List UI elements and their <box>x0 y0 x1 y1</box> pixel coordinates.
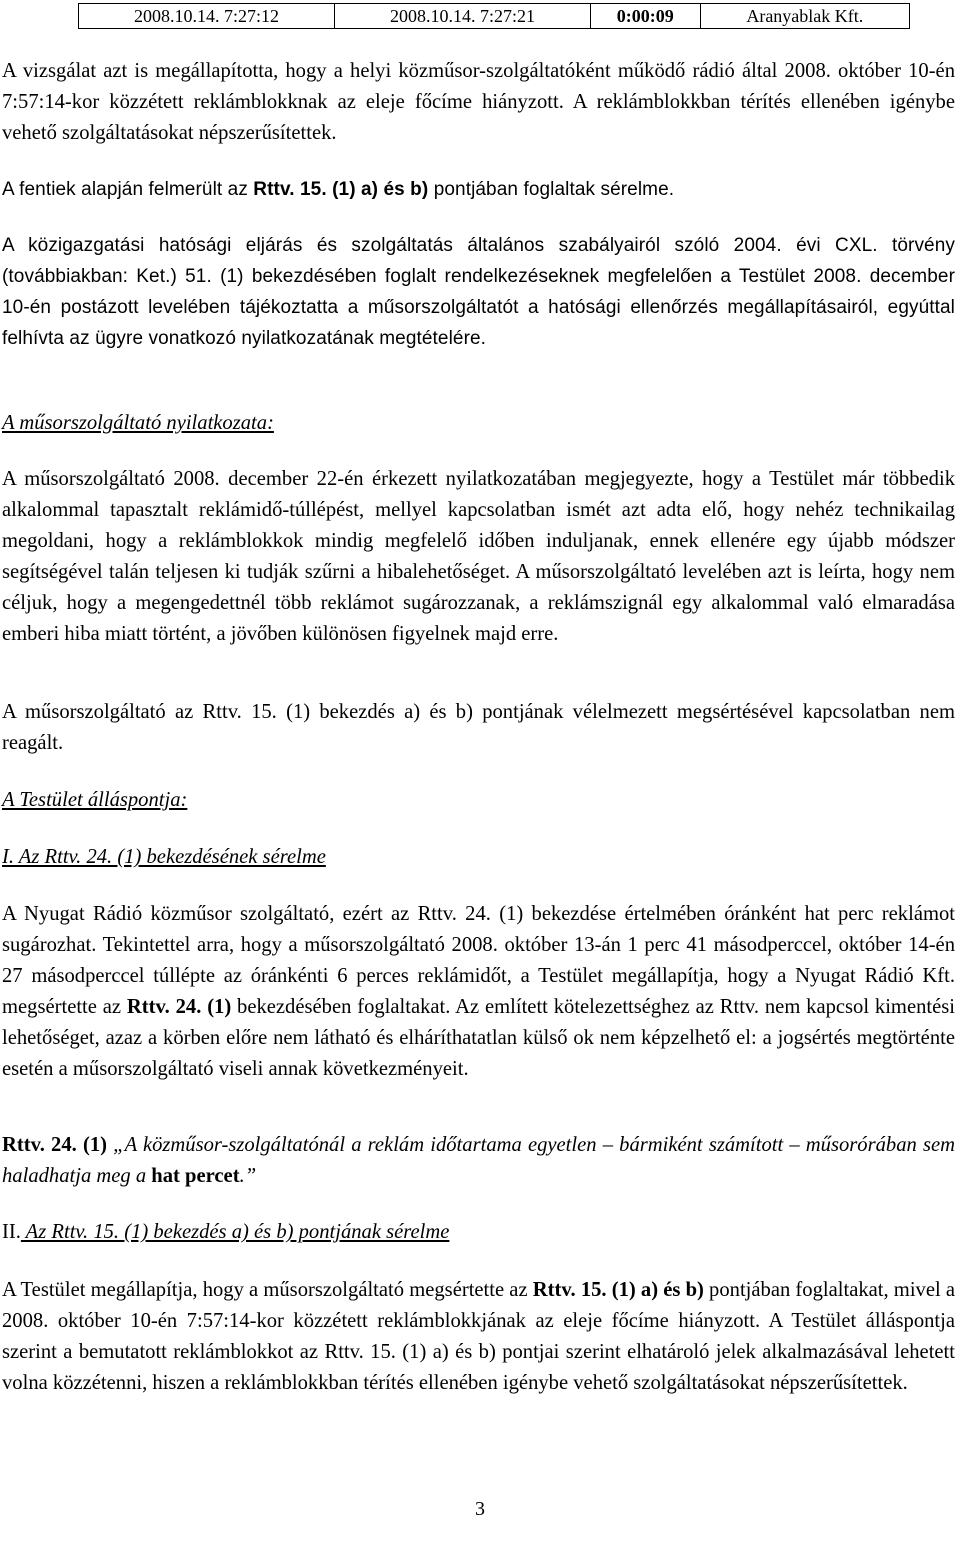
section-two-number: II. <box>2 1221 21 1243</box>
paragraph-broadcaster-statement: A műsorszolgáltató 2008. december 22-én érkezett nyilatkozatában megjegyezte, hogy a Testület már többedik alkalommal tapasztalt reklámidő-túllépést, mellyel kapcsolatban ismét azt adta elő, hogy nehéz technikailag megoldani, hogy a reklámblokkok mindig megfelelő időben induljanak, ennek ellenére egy újabb módszer segítségével talán teljesen ki tudják szűrni a hibalehetőséget. A műsorszolgáltató levelében azt is leírta, hogy nem céljuk, hogy a megengedettnél több reklámot sugározzanak, a reklámszignál egy alkalommal való elmaradása emberi hiba miatt történt, a jövőben különösen figyelnek majd erre. <box>2 468 955 645</box>
paragraph-procedure: A közigazgatási hatósági eljárás és szolgáltatás általános szabályairól szóló 2004. évi CXL. törvény (továbbiakban: Ket.) 51. (1) bekezdésében foglalt rendelkezéseknek megfelelően a Testület 2008. december 10-én postázott levelében tájékoztatta a műsorszolgáltatót a hatósági ellenőrzés megállapításairól, egyúttal felhívta az ügyre vonatkozó nyilatkozatának megtételére. <box>2 235 955 349</box>
paragraph-law-quote <box>2 1130 955 1192</box>
quote-text: „A közműsor-szolgáltatónál a reklám időtartama egyetlen – bármiként számított – műsorórában sem haladhatja meg a <box>2 1134 955 1187</box>
section-one-law-ref: Rttv. 24. (1) <box>126 996 232 1018</box>
quote-law-ref: Rttv. 24. (1) <box>2 1134 107 1156</box>
violation-points: (1) a) és b) <box>332 179 429 200</box>
section-one-text-c: bekezdésében foglaltakat. Az említett kötelezettséghez az Rttv. nem kapcsol kimentési lehetőséget, azaz a körben előre nem látható és elháríthatatlan külső ok nem képzelhető el: a jogsértés megtörténte esetén a műsorszolgáltató viseli annak következményeit. <box>2 996 955 1080</box>
violation-text-a: A fentiek alapján felmerült az <box>2 179 254 200</box>
violation-law-ref: Rttv. 15. <box>253 179 327 200</box>
header-end-time: 2008.10.14. 7:27:21 <box>334 4 590 29</box>
section-two-text-a: A Testület megállapítja, hogy a műsorszolgáltató megsértette az <box>2 1279 533 1301</box>
quote-emphasis: hat percet <box>151 1165 240 1187</box>
header-table <box>78 3 910 29</box>
paragraph-no-response: A műsorszolgáltató az Rttv. 15. (1) bekezdés a) és b) pontjának vélelmezett megsértésével kapcsolatban nem reagált. <box>2 701 955 754</box>
page-number: 3 <box>475 1498 485 1520</box>
header-broadcaster: Aranyablak Kft. <box>700 4 909 29</box>
header-start-time: 2008.10.14. 7:27:12 <box>79 4 335 29</box>
section-two-text-c: pontjában foglaltakat, mivel a 2008. október 10-én 7:57:14-kor közzétett reklámblokkjának az eleje főcíme hiányzott. A Testület álláspontja szerint a bemutatott reklámblokkot az Rttv. 15. (1) a) és b) pontjai szerint elhatároló jelek alkalmazásával lehetett volna közzétenni, hiszen a reklámblokkban térítés ellenében igénybe vehető szolgáltatásokat népszerűsítettek. <box>2 1279 956 1394</box>
heading-council-position: A Testület álláspontja: <box>2 789 188 811</box>
paragraph-findings: A vizsgálat azt is megállapította, hogy a helyi közműsor-szolgáltatóként működő rádió által 2008. október 10-én 7:57:14-kor közzétett reklámblokknak az eleje főcíme hiányzott. A reklámblokkban térítés ellenében igénybe vehető szolgáltatásokat népszerűsítettek. <box>2 60 955 144</box>
violation-text-e: pontjában foglaltak sérelme. <box>428 179 675 200</box>
header-duration: 0:00:09 <box>590 4 700 29</box>
section-two-law-ref: Rttv. 15. (1) a) és b) <box>532 1279 704 1301</box>
quote-end: .” <box>239 1165 257 1187</box>
paragraph-violation <box>2 174 955 205</box>
section-two-title: Az Rttv. 15. (1) bekezdés a) és b) pontjának sérelme <box>20 1221 450 1243</box>
heading-broadcaster-statement: A műsorszolgáltató nyilatkozata: <box>2 412 274 434</box>
heading-section-one: I. Az Rttv. 24. (1) bekezdésének sérelme <box>2 846 326 868</box>
section-one-text-a: A Nyugat Rádió közműsor szolgáltató, ezért az Rttv. 24. (1) bekezdése értelmében óránként hat perc reklámot sugározhat. Tekintettel arra, hogy a műsorszolgáltató 2008. október 13-án 1 perc 41 másodperccel, október 14-én 27 másodperccel túllépte az óránkénti 6 perces reklámidőt, a Testület megállapítja, hogy a Nyugat Rádió Kft. megsértette az <box>2 903 955 1018</box>
paragraph-section-two <box>2 1275 955 1399</box>
heading-section-two <box>2 1217 955 1248</box>
paragraph-section-one <box>2 899 955 1085</box>
